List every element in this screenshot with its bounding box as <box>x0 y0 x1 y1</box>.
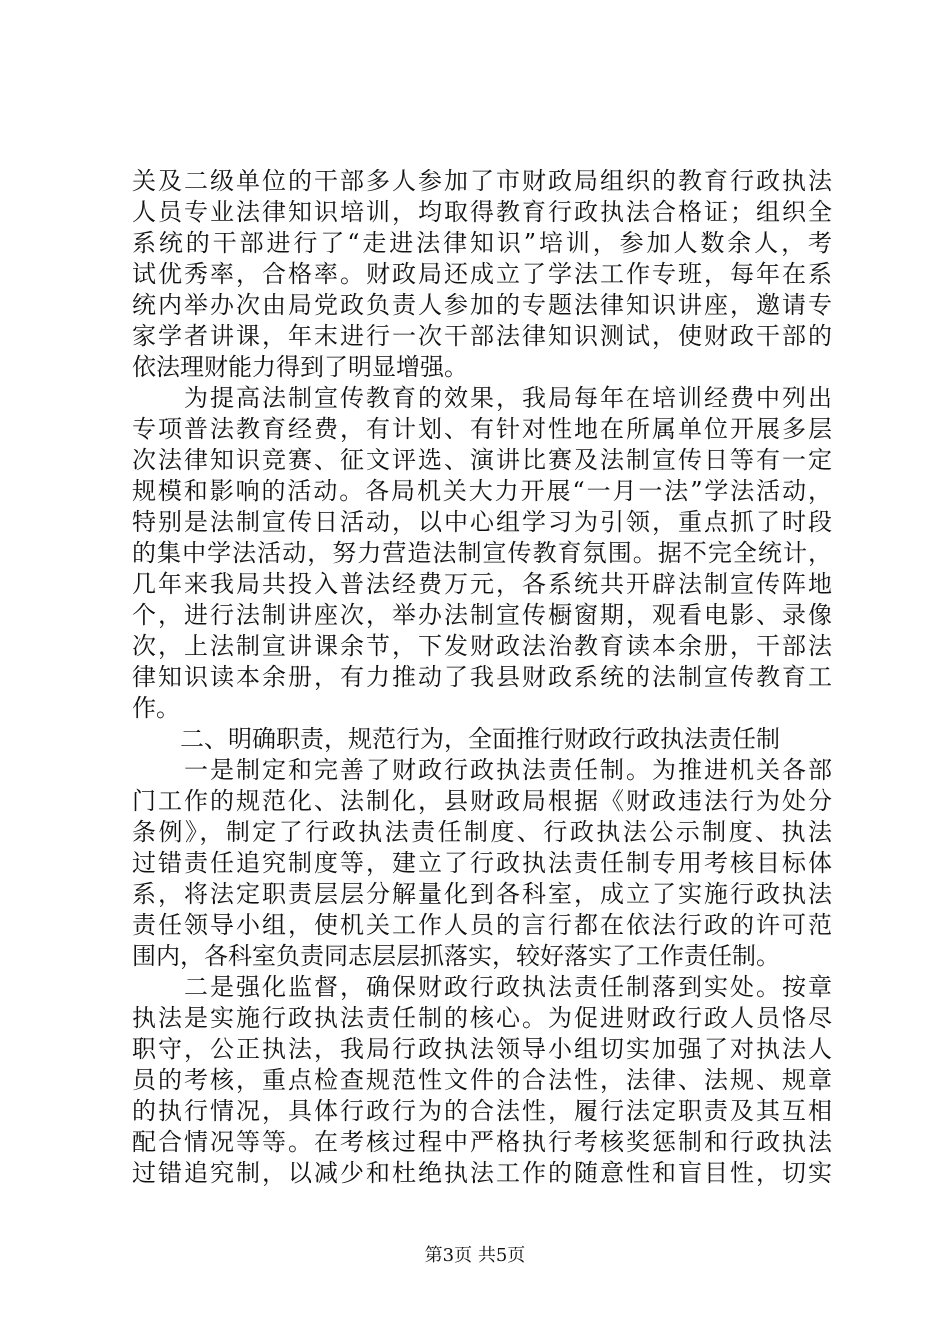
text-line: 执法是实施行政执法责任制的核心。为促进财政行政人员恪尽 <box>132 1004 832 1032</box>
text-line: 二、明确职责，规范行为，全面推行财政行政执法责任制 <box>132 725 780 753</box>
text-line: 特别是法制宣传日活动，以中心组学习为引领，重点抓了时段 <box>132 508 832 536</box>
text-line: 作。 <box>132 694 180 722</box>
text-line: 个，进行法制讲座次，举办法制宣传橱窗期，观看电影、录像 <box>132 601 832 629</box>
text-line: 律知识读本余册，有力推动了我县财政系统的法制宣传教育工 <box>132 663 832 691</box>
text-line: 专项普法教育经费，有计划、有针对性地在所属单位开展多层 <box>132 415 832 443</box>
text-line: 过错追究制，以减少和杜绝执法工作的随意性和盲目性，切实 <box>132 1159 832 1187</box>
text-line: 门工作的规范化、法制化，县财政局根据《财政违法行为处分 <box>132 787 832 815</box>
text-line: 条例》，制定了行政执法责任制度、行政执法公示制度、执法 <box>132 818 832 846</box>
text-line: 一是制定和完善了财政行政执法责任制。为推进机关各部 <box>132 756 832 784</box>
text-line: 几年来我局共投入普法经费万元，各系统共开辟法制宣传阵地 <box>132 570 832 598</box>
text-line: 规模和影响的活动。各局机关大力开展“一月一法”学法活动， <box>132 477 832 505</box>
text-line: 系统的干部进行了“走进法律知识”培训，参加人数余人，考 <box>132 229 832 257</box>
text-line: 的执行情况，具体行政行为的合法性，履行法定职责及其互相 <box>132 1097 832 1125</box>
text-line: 关及二级单位的干部多人参加了市财政局组织的教育行政执法 <box>132 167 832 195</box>
text-line: 为提高法制宣传教育的效果，我局每年在培训经费中列出 <box>132 384 832 412</box>
text-line: 二是强化监督，确保财政行政执法责任制落到实处。按章 <box>132 973 832 1001</box>
text-line: 责任领导小组，使机关工作人员的言行都在依法行政的许可范 <box>132 911 832 939</box>
text-line: 依法理财能力得到了明显增强。 <box>132 353 468 381</box>
text-line: 配合情况等等。在考核过程中严格执行考核奖惩制和行政执法 <box>132 1128 832 1156</box>
text-line: 次，上法制宣讲课余节，下发财政法治教育读本余册，干部法 <box>132 632 832 660</box>
text-line: 统内举办次由局党政负责人参加的专题法律知识讲座，邀请专 <box>132 291 832 319</box>
text-line: 职守，公正执法，我局行政执法领导小组切实加强了对执法人 <box>132 1035 832 1063</box>
text-line: 围内，各科室负责同志层层抓落实，较好落实了工作责任制。 <box>132 942 780 970</box>
text-line: 系，将法定职责层层分解量化到各科室，成立了实施行政执法 <box>132 880 832 908</box>
text-line: 人员专业法律知识培训，均取得教育行政执法合格证；组织全 <box>132 198 832 226</box>
text-line: 的集中学法活动，努力营造法制宣传教育氛围。据不完全统计， <box>132 539 832 567</box>
text-line: 次法律知识竞赛、征文评选、演讲比赛及法制宣传日等有一定 <box>132 446 832 474</box>
text-line: 员的考核，重点检查规范性文件的合法性，法律、法规、规章 <box>132 1066 832 1094</box>
text-line: 试优秀率，合格率。财政局还成立了学法工作专班，每年在系 <box>132 260 832 288</box>
text-line: 家学者讲课，年末进行一次干部法律知识测试，使财政干部的 <box>132 322 832 350</box>
document-body <box>132 166 832 1189</box>
text-line: 过错责任追究制度等，建立了行政执法责任制专用考核目标体 <box>132 849 832 877</box>
page-footer: 第3页 共5页 <box>424 1245 526 1266</box>
